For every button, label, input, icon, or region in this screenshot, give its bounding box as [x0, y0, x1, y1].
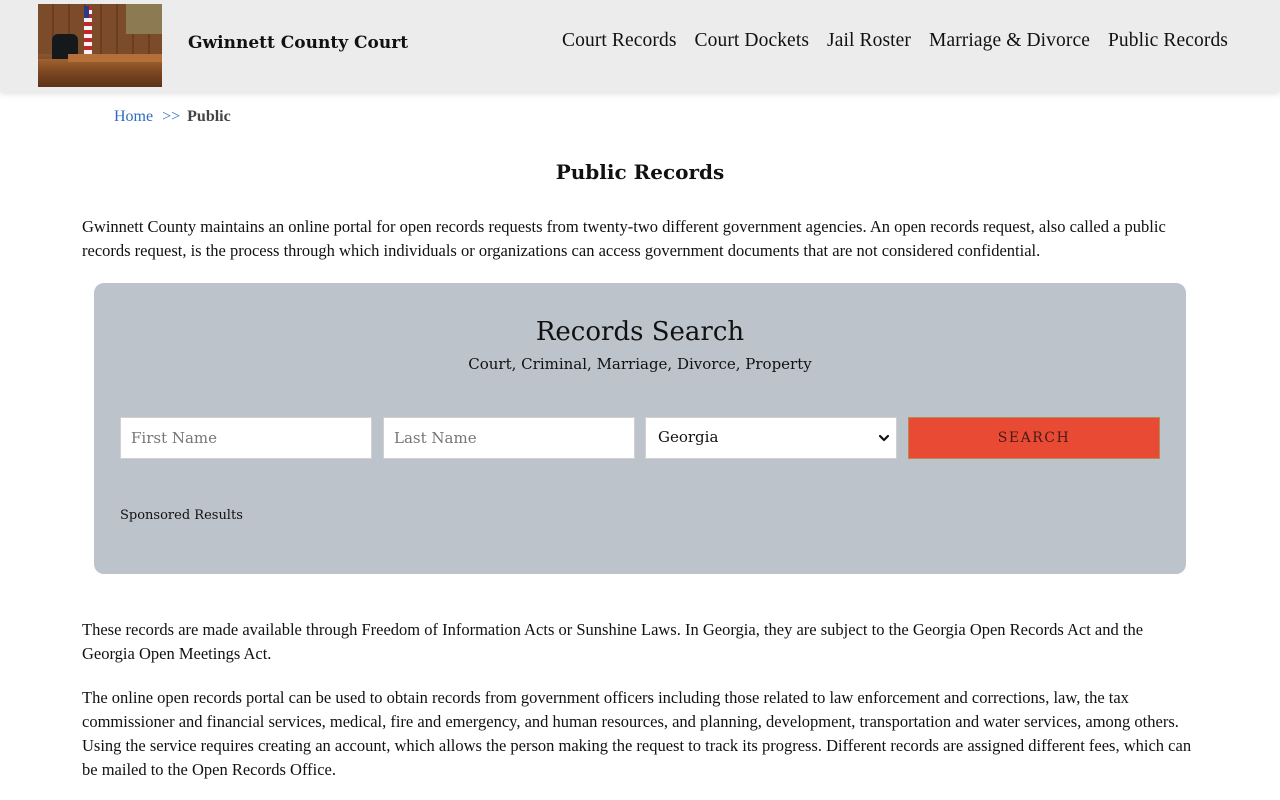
- page-title: Public Records: [555, 160, 725, 184]
- breadcrumb-home[interactable]: Home: [114, 108, 154, 125]
- breadcrumb-current: Public: [187, 108, 231, 125]
- search-button[interactable]: SEARCH: [908, 417, 1160, 459]
- site-title[interactable]: Gwinnett County Court: [188, 33, 409, 53]
- nav-court-records[interactable]: Court Records: [562, 30, 677, 51]
- chevron-down-icon: [878, 432, 890, 444]
- search-title: Records Search: [535, 317, 745, 347]
- portal-paragraph: The online open records portal can be used to obtain records from government officers including those related to law enforcement and corrections, law, the tax commissioner and financial services, medical, fire and emergency, and human resources, and planning, development, transportation and water services, among others. Using the service requires creating an account, which allows the person making the request to track its progress. Different records are assigned different fees, which can be mailed to the Open Records Office.: [82, 688, 1192, 779]
- sponsored-results-label: Sponsored Results: [120, 508, 243, 523]
- courtroom-logo-image[interactable]: [38, 4, 162, 87]
- nav-marriage-divorce[interactable]: Marriage & Divorce: [929, 30, 1090, 51]
- foia-paragraph: These records are made available through Freedom of Information Acts or Sunshine Laws. In Georgia, they are subject to the Georgia Open Records Act and the Georgia Open Meetings Act.: [82, 620, 1144, 663]
- first-name-input[interactable]: [120, 417, 372, 459]
- logo-bench-top: [68, 54, 162, 62]
- logo-bench: [38, 59, 162, 87]
- main-nav: [562, 30, 1228, 52]
- intro-paragraph: Gwinnett County maintains an online portal for open records requests from twenty-two different government agencies. An open records request, also called a public records request, is the process through which individuals or organizations can access government documents that are not considered confidential.: [82, 217, 1166, 260]
- breadcrumb: [114, 108, 231, 126]
- site-header: [0, 0, 1280, 92]
- nav-court-dockets[interactable]: Court Dockets: [694, 30, 810, 51]
- logo-wall-panel: [126, 4, 162, 34]
- state-select-value: Georgia: [658, 428, 719, 446]
- nav-public-records[interactable]: Public Records: [1107, 30, 1228, 51]
- last-name-input[interactable]: [383, 417, 635, 459]
- logo-flag-canton: [84, 6, 89, 18]
- records-search-panel: [94, 283, 1186, 574]
- breadcrumb-separator: >>: [162, 108, 181, 125]
- nav-jail-roster[interactable]: Jail Roster: [827, 30, 911, 51]
- search-subtitle: Court, Criminal, Marriage, Divorce, Property: [468, 355, 812, 373]
- state-select[interactable]: [645, 417, 897, 459]
